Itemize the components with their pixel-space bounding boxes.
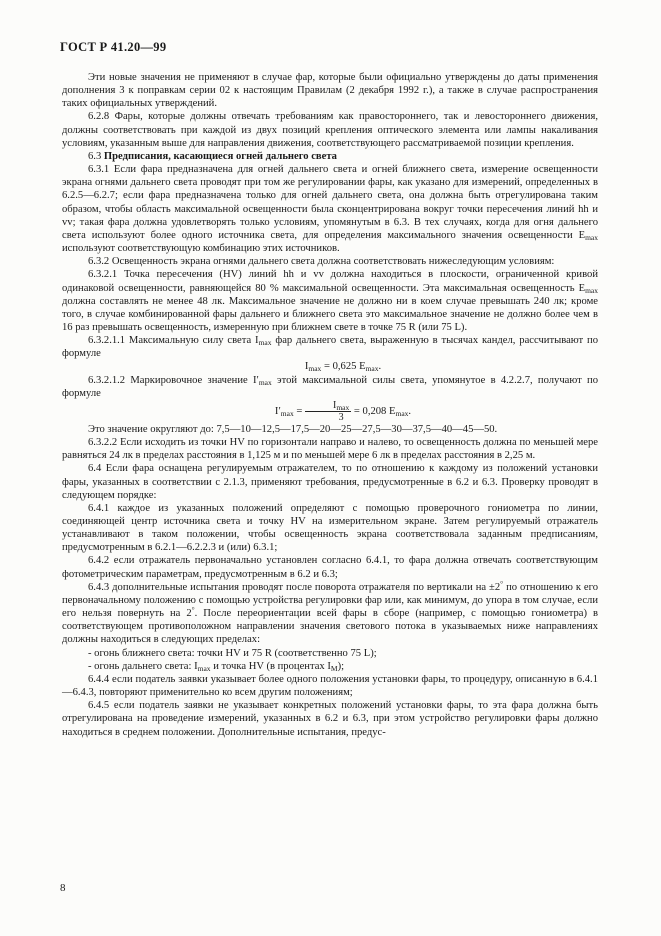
page-number: 8 xyxy=(60,882,66,894)
paragraph-6-2-8: 6.2.8 Фары, которые должны отвечать требованиям как правостороннего, так и левостороннего движения, должны соответствовать при каждой из двух позиций крепления оптического элемента или лампы накаливания условиям, указанным выше для направления движения, соответствующего рассматриваемой позиции крепления. xyxy=(62,111,598,149)
text-run: фар дальнего света, выраженную в тысячах кандел, рассчитывают по формуле xyxy=(62,335,598,360)
subscript: max xyxy=(308,364,322,374)
formula-part: = xyxy=(293,405,305,417)
paragraph-6-3-2: 6.3.2 Освещенность экрана огнями дальнего света должна соответствовать нижеследующим условиям: xyxy=(88,256,555,268)
fraction xyxy=(305,400,351,423)
subscript: max xyxy=(585,285,598,295)
subscript: M xyxy=(330,663,338,673)
paragraph-6-3-2-2: 6.3.2.2 Если исходить из точки HV по горизонтали направо и налево, то освещенность должна по меньшей мере равняться 24 лк в пределах расстояния в 1,125 м и по меньшей мере 6 лк в пределах расстояния в 2,25 м. xyxy=(62,437,598,462)
paragraph-6-3-2-1-2 xyxy=(62,374,598,400)
subscript: max xyxy=(365,364,379,374)
subscript: max xyxy=(585,232,598,242)
list-item xyxy=(62,660,598,673)
paragraph-6-4-4: 6.4.4 если податель заявки указывает более одного положения установки фары, то процедуру, описанную в 6.4.1—6.4.3, повторяют применительно ко всем другим положениям; xyxy=(62,673,598,699)
text-run: . После переориентации всей фары в сборе (например, с помощью гониометра) в соответствующем противоположном направлении значения светового потока в указываемых ниже направлениях должны находиться в следующих пределах: xyxy=(62,608,598,646)
formula-part: . xyxy=(378,361,382,373)
paragraph: Эти новые значения не применяют в случае фар, которые были официально утверждены до даты применения дополнения 3 к поправкам серии 02 к настоящим Правилам (2 декабря 1992 г.), а также в случае распространения таких официальных утверждений. xyxy=(62,72,598,110)
subscript: max xyxy=(395,408,409,418)
fraction-denominator: 3 xyxy=(338,411,344,423)
subscript: max xyxy=(280,408,294,418)
text-run: - огонь дальнего света: I xyxy=(88,660,198,672)
text-run: ); xyxy=(337,660,345,672)
paragraph-6-4-5: 6.4.5 если податель заявки не указывает конкретных положений установки фары, то эта фара должна быть отрегулирована на проведение измерений, указанных в 6.2 и 6.3, при этом устройство регулировки фары должно находиться в среднем положении. Дополнительные испытания, предус- xyxy=(62,700,598,738)
paragraph-6-3-2-1 xyxy=(62,268,598,334)
section-title: Предписания, касающиеся огней дальнего света xyxy=(103,150,337,162)
document-header: ГОСТ Р 41.20—99 xyxy=(60,40,167,54)
subscript: max xyxy=(197,663,211,673)
superscript: ° xyxy=(500,578,504,588)
list-item: - огонь ближнего света: точки HV и 75 R (соответственно 75 L); xyxy=(88,647,377,659)
text-run: используют соответствующую комбинацию этих источников. xyxy=(62,243,340,255)
section-heading-6-3 xyxy=(62,150,598,163)
paragraph-6-4: 6.4 Если фара оснащена регулируемым отражателем, то по отношению к каждому из положений установки фары, указанных в соответствии с 2.1.3, применяют требования, предусмотренные в 6.2 и 6.3. Проверку проводят в следующем порядке: xyxy=(62,463,598,501)
superscript: ° xyxy=(191,605,195,615)
text-run: 6.4.3 дополнительные испытания проводят после поворота отражателя по вертикали на ±2 xyxy=(88,581,501,593)
text-run: этой максимальной силы света, упомянутое в 4.2.2.7, получают по формуле xyxy=(62,374,598,399)
subscript: max xyxy=(336,402,350,412)
text-run: 6.3.2.1.2 Маркировочное значение I′ xyxy=(88,374,259,386)
formula-marking-value xyxy=(62,400,598,423)
formula-part: I xyxy=(332,399,337,411)
text-run: должна составлять не менее 48 лк. Максимальное значение не должно ни в коем случае превышать 240 лк; кроме того, в случае комбинированной фары дальнего и ближнего света это максимальное значение не должно более чем в 16 раз превышать освещенность, измеренную при ближнем свете в точке 75 R (или 75 L). xyxy=(62,295,598,333)
fraction-numerator xyxy=(305,400,351,412)
paragraph-rounding: Это значение округляют до: 7,5—10—12,5—17,5—20—25—27,5—30—37,5—40—45—50. xyxy=(88,423,498,435)
text-run: 6.3.2.1 Точка пересечения (HV) линий hh и vv должна находиться в плоскости, ограниченной кривой одинаковой освещенности, равняющейся 80 % максимальной освещенности. Эта максимальная освещенность E xyxy=(62,269,598,294)
subscript: max xyxy=(258,377,272,387)
subscript: max xyxy=(258,338,272,348)
paragraph-6-4-2: 6.4.2 если отражатель первоначально установлен согласно 6.4.1, то фара должна отвечать соответствующим фотометрическим параметрам, предусмотренным в 6.2 и 6.3; xyxy=(62,555,598,580)
document-body xyxy=(62,71,598,739)
text-run: 6.3.2.1.1 Максимальную силу света I xyxy=(88,335,259,347)
text-run: по отношению к его первоначальному положению с помощью устройства регулировки фар или, как минимум, до упора в том случае, если его нельзя повернуть на 2 xyxy=(62,581,598,620)
text-run: и точка HV (в процентах I xyxy=(210,660,331,672)
formula-imax xyxy=(62,360,598,373)
text-run: 6.3.1 Если фара предназначена для огней дальнего света и огней ближнего света, измерение освещенности экрана огнями дальнего света проводят при том же регулировании фары, как указано для измерений, определенных в 6.2.5—6.2.7; если фара предназначена только для огней дальнего света, она должна быть отрегулирована таким образом, чтобы область максимальной освещенности была сконцентрирована вокруг точки пересечения линий hh и vv; такая фара должна удовлетворять только условиям, упомянутым в 6.3. В тех случаях, когда для огня дальнего света используют более одного источника света, для определения максимального значения освещенности E xyxy=(62,164,598,241)
formula-part: I xyxy=(304,361,309,373)
section-number: 6.3 xyxy=(88,150,102,162)
paragraph-6-3-1 xyxy=(62,163,598,255)
formula-part: . xyxy=(408,405,412,417)
formula-part: I′ xyxy=(274,405,281,417)
formula-part: = 0,208 E xyxy=(351,405,396,417)
paragraph-6-4-3 xyxy=(62,578,598,647)
paragraph-6-3-2-1-1 xyxy=(62,334,598,360)
formula-part: = 0,625 E xyxy=(321,361,366,373)
paragraph-6-4-1: 6.4.1 каждое из указанных положений определяют с помощью проверочного гониометра по линии, соединяющей центр источника света и точку HV на измерительном экране. Затем регулируемый отражатель устанавливают в таком положении, чтобы освещенность экрана соответствовала заданным предписаниям, предусмотренным в 6.2.1—6.2.2.3 и (или) 6.3.1; xyxy=(62,502,598,554)
